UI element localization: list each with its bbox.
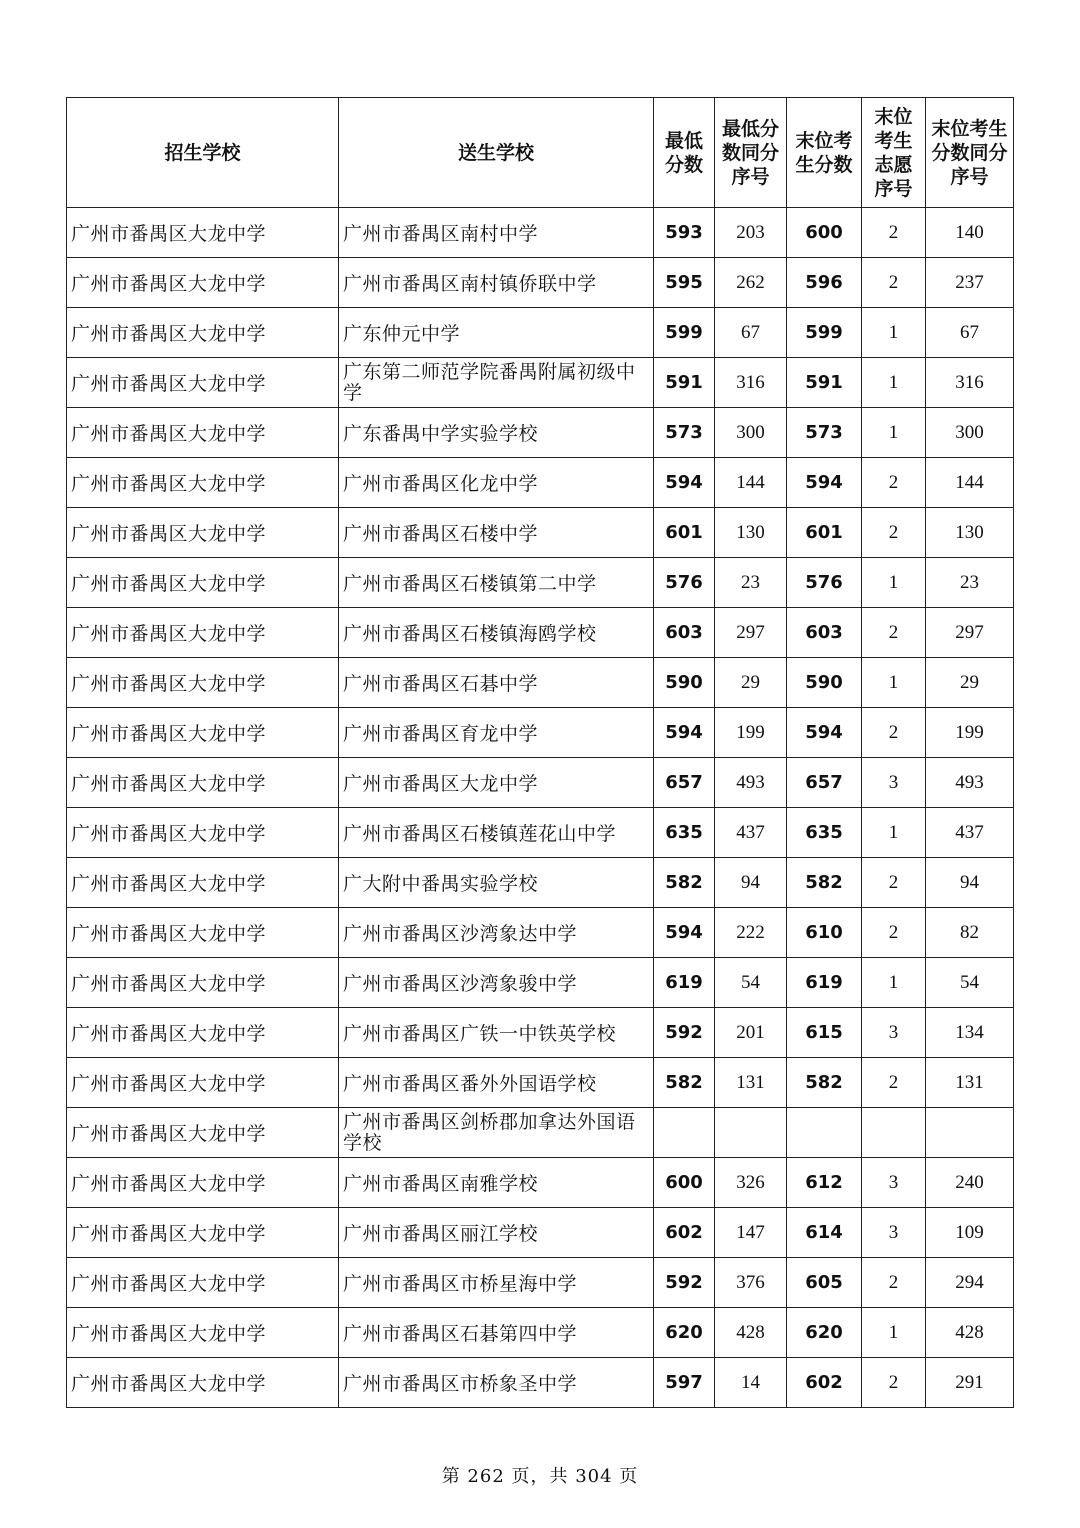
- cell-enrolling-school: 广州市番禺区大龙中学: [67, 758, 339, 808]
- table-row: [67, 558, 1014, 608]
- cell-sending-school: 广州市番禺区市桥星海中学: [339, 1258, 654, 1308]
- cell-last-student-choice-rank: 1: [862, 358, 926, 408]
- cell-last-student-score: 610: [787, 908, 862, 958]
- cell-sending-school: 广州市番禺区沙湾象达中学: [339, 908, 654, 958]
- cell-min-score: 592: [654, 1008, 715, 1058]
- cell-sending-school: 广州市番禺区南村中学: [339, 208, 654, 258]
- table-row: [67, 1158, 1014, 1208]
- cell-enrolling-school: 广州市番禺区大龙中学: [67, 1208, 339, 1258]
- cell-enrolling-school: 广州市番禺区大龙中学: [67, 958, 339, 1008]
- cell-sending-school: 广州市番禺区石楼镇海鸥学校: [339, 608, 654, 658]
- cell-enrolling-school: 广州市番禺区大龙中学: [67, 1158, 339, 1208]
- header-sending-school: 送生学校: [339, 98, 654, 208]
- cell-last-student-tie-rank: 300: [926, 408, 1014, 458]
- cell-last-student-score: 602: [787, 1358, 862, 1408]
- cell-min-score-tie-rank: 437: [715, 808, 787, 858]
- cell-last-student-score: [787, 1108, 862, 1158]
- cell-sending-school: 广大附中番禺实验学校: [339, 858, 654, 908]
- header-last-student-choice-rank: 末位 考生 志愿 序号: [862, 98, 926, 208]
- cell-last-student-tie-rank: 29: [926, 658, 1014, 708]
- cell-enrolling-school: 广州市番禺区大龙中学: [67, 858, 339, 908]
- table-row: [67, 608, 1014, 658]
- cell-enrolling-school: 广州市番禺区大龙中学: [67, 658, 339, 708]
- table-row: [67, 458, 1014, 508]
- table-row: [67, 1208, 1014, 1258]
- cell-min-score: 594: [654, 458, 715, 508]
- cell-last-student-choice-rank: 2: [862, 508, 926, 558]
- cell-sending-school: 广州市番禺区广铁一中铁英学校: [339, 1008, 654, 1058]
- cell-min-score-tie-rank: [715, 1108, 787, 1158]
- cell-last-student-choice-rank: 3: [862, 1158, 926, 1208]
- cell-enrolling-school: 广州市番禺区大龙中学: [67, 1358, 339, 1408]
- cell-min-score: 601: [654, 508, 715, 558]
- cell-last-student-choice-rank: 2: [862, 1258, 926, 1308]
- cell-last-student-score: 620: [787, 1308, 862, 1358]
- table-row: [67, 908, 1014, 958]
- cell-last-student-tie-rank: 240: [926, 1158, 1014, 1208]
- cell-last-student-tie-rank: 134: [926, 1008, 1014, 1058]
- cell-enrolling-school: 广州市番禺区大龙中学: [67, 1308, 339, 1358]
- cell-last-student-score: 600: [787, 208, 862, 258]
- table-row: [67, 1308, 1014, 1358]
- cell-last-student-tie-rank: 199: [926, 708, 1014, 758]
- cell-last-student-choice-rank: 2: [862, 1358, 926, 1408]
- table-body: [67, 208, 1014, 1408]
- cell-last-student-score: 573: [787, 408, 862, 458]
- cell-sending-school: 广州市番禺区石碁第四中学: [339, 1308, 654, 1358]
- header-min-score: 最低 分数: [654, 98, 715, 208]
- cell-last-student-tie-rank: 437: [926, 808, 1014, 858]
- cell-min-score: 592: [654, 1258, 715, 1308]
- cell-last-student-score: 619: [787, 958, 862, 1008]
- cell-last-student-score: 596: [787, 258, 862, 308]
- cell-min-score-tie-rank: 493: [715, 758, 787, 808]
- cell-min-score-tie-rank: 54: [715, 958, 787, 1008]
- cell-last-student-tie-rank: 493: [926, 758, 1014, 808]
- cell-enrolling-school: 广州市番禺区大龙中学: [67, 1258, 339, 1308]
- table-row: [67, 1008, 1014, 1058]
- cell-last-student-choice-rank: 1: [862, 308, 926, 358]
- cell-sending-school: 广州市番禺区化龙中学: [339, 458, 654, 508]
- cell-min-score-tie-rank: 297: [715, 608, 787, 658]
- cell-last-student-tie-rank: 144: [926, 458, 1014, 508]
- cell-min-score: 576: [654, 558, 715, 608]
- cell-last-student-score: 599: [787, 308, 862, 358]
- cell-last-student-score: 576: [787, 558, 862, 608]
- cell-last-student-choice-rank: [862, 1108, 926, 1158]
- cell-sending-school: 广州市番禺区石楼镇第二中学: [339, 558, 654, 608]
- cell-min-score: 594: [654, 908, 715, 958]
- cell-min-score: 597: [654, 1358, 715, 1408]
- cell-last-student-choice-rank: 2: [862, 608, 926, 658]
- cell-last-student-score: 582: [787, 1058, 862, 1108]
- cell-enrolling-school: 广州市番禺区大龙中学: [67, 308, 339, 358]
- cell-last-student-choice-rank: 2: [862, 858, 926, 908]
- header-row: [67, 98, 1014, 208]
- cell-last-student-tie-rank: 140: [926, 208, 1014, 258]
- cell-last-student-choice-rank: 2: [862, 908, 926, 958]
- cell-sending-school: 广东仲元中学: [339, 308, 654, 358]
- table-row: [67, 508, 1014, 558]
- cell-last-student-score: 603: [787, 608, 862, 658]
- cell-sending-school: 广州市番禺区剑桥郡加拿达外国语学校: [339, 1108, 654, 1158]
- cell-sending-school: 广州市番禺区育龙中学: [339, 708, 654, 758]
- cell-min-score: 600: [654, 1158, 715, 1208]
- cell-min-score-tie-rank: 29: [715, 658, 787, 708]
- header-last-student-score: 末位考 生分数: [787, 98, 862, 208]
- cell-last-student-choice-rank: 3: [862, 758, 926, 808]
- cell-enrolling-school: 广州市番禺区大龙中学: [67, 1108, 339, 1158]
- cell-min-score-tie-rank: 262: [715, 258, 787, 308]
- table-row: [67, 358, 1014, 408]
- cell-min-score: 620: [654, 1308, 715, 1358]
- cell-last-student-tie-rank: 54: [926, 958, 1014, 1008]
- cell-min-score: [654, 1108, 715, 1158]
- cell-min-score-tie-rank: 144: [715, 458, 787, 508]
- cell-enrolling-school: 广州市番禺区大龙中学: [67, 608, 339, 658]
- cell-sending-school: 广州市番禺区丽江学校: [339, 1208, 654, 1258]
- cell-last-student-score: 591: [787, 358, 862, 408]
- cell-min-score-tie-rank: 203: [715, 208, 787, 258]
- cell-last-student-score: 614: [787, 1208, 862, 1258]
- cell-last-student-tie-rank: 428: [926, 1308, 1014, 1358]
- cell-sending-school: 广东第二师范学院番禺附属初级中学: [339, 358, 654, 408]
- cell-last-student-score: 594: [787, 708, 862, 758]
- table-row: [67, 208, 1014, 258]
- cell-min-score: 599: [654, 308, 715, 358]
- cell-min-score-tie-rank: 147: [715, 1208, 787, 1258]
- cell-min-score-tie-rank: 130: [715, 508, 787, 558]
- cell-last-student-tie-rank: 316: [926, 358, 1014, 408]
- cell-enrolling-school: 广州市番禺区大龙中学: [67, 208, 339, 258]
- admission-score-table: [66, 97, 1014, 1408]
- cell-sending-school: 广州市番禺区石碁中学: [339, 658, 654, 708]
- cell-enrolling-school: 广州市番禺区大龙中学: [67, 808, 339, 858]
- table-row: [67, 958, 1014, 1008]
- cell-last-student-tie-rank: [926, 1108, 1014, 1158]
- cell-min-score-tie-rank: 316: [715, 358, 787, 408]
- cell-enrolling-school: 广州市番禺区大龙中学: [67, 1058, 339, 1108]
- table-row: [67, 1108, 1014, 1158]
- cell-enrolling-school: 广州市番禺区大龙中学: [67, 708, 339, 758]
- cell-last-student-score: 601: [787, 508, 862, 558]
- cell-min-score: 582: [654, 858, 715, 908]
- cell-enrolling-school: 广州市番禺区大龙中学: [67, 458, 339, 508]
- cell-last-student-choice-rank: 2: [862, 708, 926, 758]
- cell-last-student-tie-rank: 131: [926, 1058, 1014, 1108]
- cell-min-score: 657: [654, 758, 715, 808]
- table-row: [67, 808, 1014, 858]
- table-row: [67, 858, 1014, 908]
- cell-last-student-choice-rank: 1: [862, 958, 926, 1008]
- cell-last-student-score: 657: [787, 758, 862, 808]
- cell-min-score: 619: [654, 958, 715, 1008]
- cell-last-student-tie-rank: 23: [926, 558, 1014, 608]
- cell-last-student-choice-rank: 1: [862, 658, 926, 708]
- header-min-score-tie-rank: 最低分 数同分 序号: [715, 98, 787, 208]
- cell-last-student-choice-rank: 2: [862, 258, 926, 308]
- cell-last-student-score: 582: [787, 858, 862, 908]
- cell-min-score: 593: [654, 208, 715, 258]
- cell-min-score: 582: [654, 1058, 715, 1108]
- table-row: [67, 1258, 1014, 1308]
- cell-enrolling-school: 广州市番禺区大龙中学: [67, 508, 339, 558]
- cell-last-student-tie-rank: 67: [926, 308, 1014, 358]
- cell-sending-school: 广州市番禺区市桥象圣中学: [339, 1358, 654, 1408]
- cell-min-score-tie-rank: 67: [715, 308, 787, 358]
- cell-min-score-tie-rank: 428: [715, 1308, 787, 1358]
- cell-last-student-score: 635: [787, 808, 862, 858]
- table-row: [67, 1058, 1014, 1108]
- cell-last-student-choice-rank: 1: [862, 408, 926, 458]
- cell-last-student-choice-rank: 3: [862, 1208, 926, 1258]
- table-row: [67, 308, 1014, 358]
- cell-min-score-tie-rank: 14: [715, 1358, 787, 1408]
- cell-last-student-choice-rank: 1: [862, 1308, 926, 1358]
- cell-last-student-tie-rank: 82: [926, 908, 1014, 958]
- table-row: [67, 258, 1014, 308]
- cell-sending-school: 广州市番禺区大龙中学: [339, 758, 654, 808]
- cell-min-score: 595: [654, 258, 715, 308]
- cell-sending-school: 广州市番禺区沙湾象骏中学: [339, 958, 654, 1008]
- cell-min-score-tie-rank: 376: [715, 1258, 787, 1308]
- cell-last-student-score: 605: [787, 1258, 862, 1308]
- cell-last-student-choice-rank: 2: [862, 1058, 926, 1108]
- cell-min-score-tie-rank: 300: [715, 408, 787, 458]
- table-row: [67, 658, 1014, 708]
- table-row: [67, 408, 1014, 458]
- cell-last-student-choice-rank: 3: [862, 1008, 926, 1058]
- table-header: [67, 98, 1014, 208]
- cell-min-score: 635: [654, 808, 715, 858]
- cell-sending-school: 广州市番禺区南雅学校: [339, 1158, 654, 1208]
- cell-last-student-tie-rank: 291: [926, 1358, 1014, 1408]
- cell-min-score-tie-rank: 201: [715, 1008, 787, 1058]
- cell-enrolling-school: 广州市番禺区大龙中学: [67, 558, 339, 608]
- cell-enrolling-school: 广州市番禺区大龙中学: [67, 908, 339, 958]
- cell-min-score-tie-rank: 199: [715, 708, 787, 758]
- cell-min-score-tie-rank: 131: [715, 1058, 787, 1108]
- cell-enrolling-school: 广州市番禺区大龙中学: [67, 408, 339, 458]
- cell-last-student-score: 590: [787, 658, 862, 708]
- page-footer: 第 262 页，共 304 页: [441, 1466, 639, 1487]
- cell-min-score: 591: [654, 358, 715, 408]
- cell-last-student-score: 594: [787, 458, 862, 508]
- table-row: [67, 758, 1014, 808]
- cell-sending-school: 广州市番禺区石楼镇莲花山中学: [339, 808, 654, 858]
- cell-min-score-tie-rank: 326: [715, 1158, 787, 1208]
- cell-sending-school: 广州市番禺区南村镇侨联中学: [339, 258, 654, 308]
- header-last-student-tie-rank: 末位考生 分数同分 序号: [926, 98, 1014, 208]
- cell-last-student-tie-rank: 294: [926, 1258, 1014, 1308]
- cell-last-student-tie-rank: 130: [926, 508, 1014, 558]
- cell-last-student-score: 615: [787, 1008, 862, 1058]
- cell-enrolling-school: 广州市番禺区大龙中学: [67, 1008, 339, 1058]
- cell-last-student-tie-rank: 237: [926, 258, 1014, 308]
- cell-min-score-tie-rank: 222: [715, 908, 787, 958]
- cell-min-score: 594: [654, 708, 715, 758]
- cell-enrolling-school: 广州市番禺区大龙中学: [67, 358, 339, 408]
- header-enrolling-school: 招生学校: [67, 98, 339, 208]
- table-row: [67, 708, 1014, 758]
- cell-last-student-tie-rank: 297: [926, 608, 1014, 658]
- cell-min-score: 603: [654, 608, 715, 658]
- cell-min-score: 602: [654, 1208, 715, 1258]
- cell-last-student-choice-rank: 2: [862, 458, 926, 508]
- cell-last-student-choice-rank: 2: [862, 208, 926, 258]
- cell-min-score: 573: [654, 408, 715, 458]
- cell-last-student-choice-rank: 1: [862, 808, 926, 858]
- cell-last-student-tie-rank: 109: [926, 1208, 1014, 1258]
- cell-last-student-choice-rank: 1: [862, 558, 926, 608]
- cell-sending-school: 广州市番禺区番外外国语学校: [339, 1058, 654, 1108]
- cell-min-score-tie-rank: 23: [715, 558, 787, 608]
- table-row: [67, 1358, 1014, 1408]
- cell-last-student-score: 612: [787, 1158, 862, 1208]
- cell-sending-school: 广东番禺中学实验学校: [339, 408, 654, 458]
- cell-min-score-tie-rank: 94: [715, 858, 787, 908]
- cell-min-score: 590: [654, 658, 715, 708]
- cell-last-student-tie-rank: 94: [926, 858, 1014, 908]
- cell-enrolling-school: 广州市番禺区大龙中学: [67, 258, 339, 308]
- cell-sending-school: 广州市番禺区石楼中学: [339, 508, 654, 558]
